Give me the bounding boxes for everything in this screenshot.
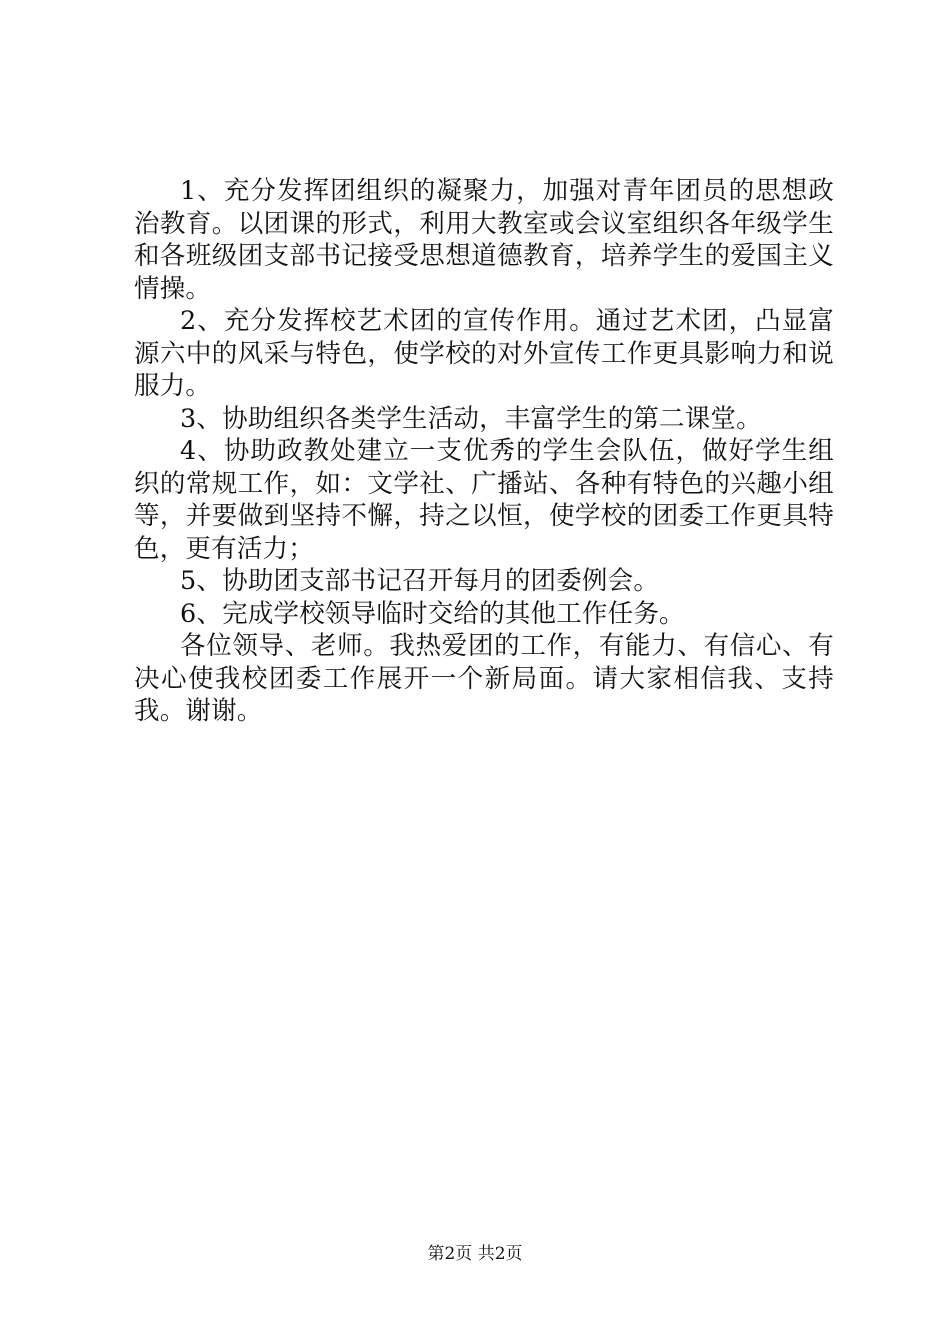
paragraph-item-5: 5、协助团支部书记召开每月的团委例会。 — [180, 566, 660, 596]
paragraph-item-3: 3、协助组织各类学生活动，丰富学生的第二课堂。 — [180, 403, 762, 434]
document-body — [134, 175, 834, 728]
paragraph-item-1: 1、充分发挥团组织的凝聚力，加强对青年团员的思想政治教育。以团课的形式，利用大教室或会议室组织各年级学生和各班级团支部书记接受思想道德教育，培养学生的爱国主义情操。 — [134, 176, 834, 304]
paragraph-item-6: 6、完成学校领导临时交给的其他工作任务。 — [180, 598, 685, 629]
page-number-label: 第2页 共2页 — [427, 1244, 523, 1264]
closing-paragraph: 各位领导、老师。我热爱团的工作，有能力、有信心、有决心使我校团委工作展开一个新局面。请大家相信我、支持我。谢谢。 — [134, 631, 834, 726]
paragraph-item-4: 4、协助政教处建立一支优秀的学生会队伍，做好学生组织的常规工作，如：文学社、广播站、各种有特色的兴趣小组等，并要做到坚持不懈，持之以恒，使学校的团委工作更具特色，更有活力； — [134, 436, 834, 564]
paragraph-item-2: 2、充分发挥校艺术团的宣传作用。通过艺术团，凸显富源六中的风采与特色，使学校的对外宣传工作更具影响力和说服力。 — [134, 306, 834, 401]
page-footer — [0, 1243, 950, 1265]
